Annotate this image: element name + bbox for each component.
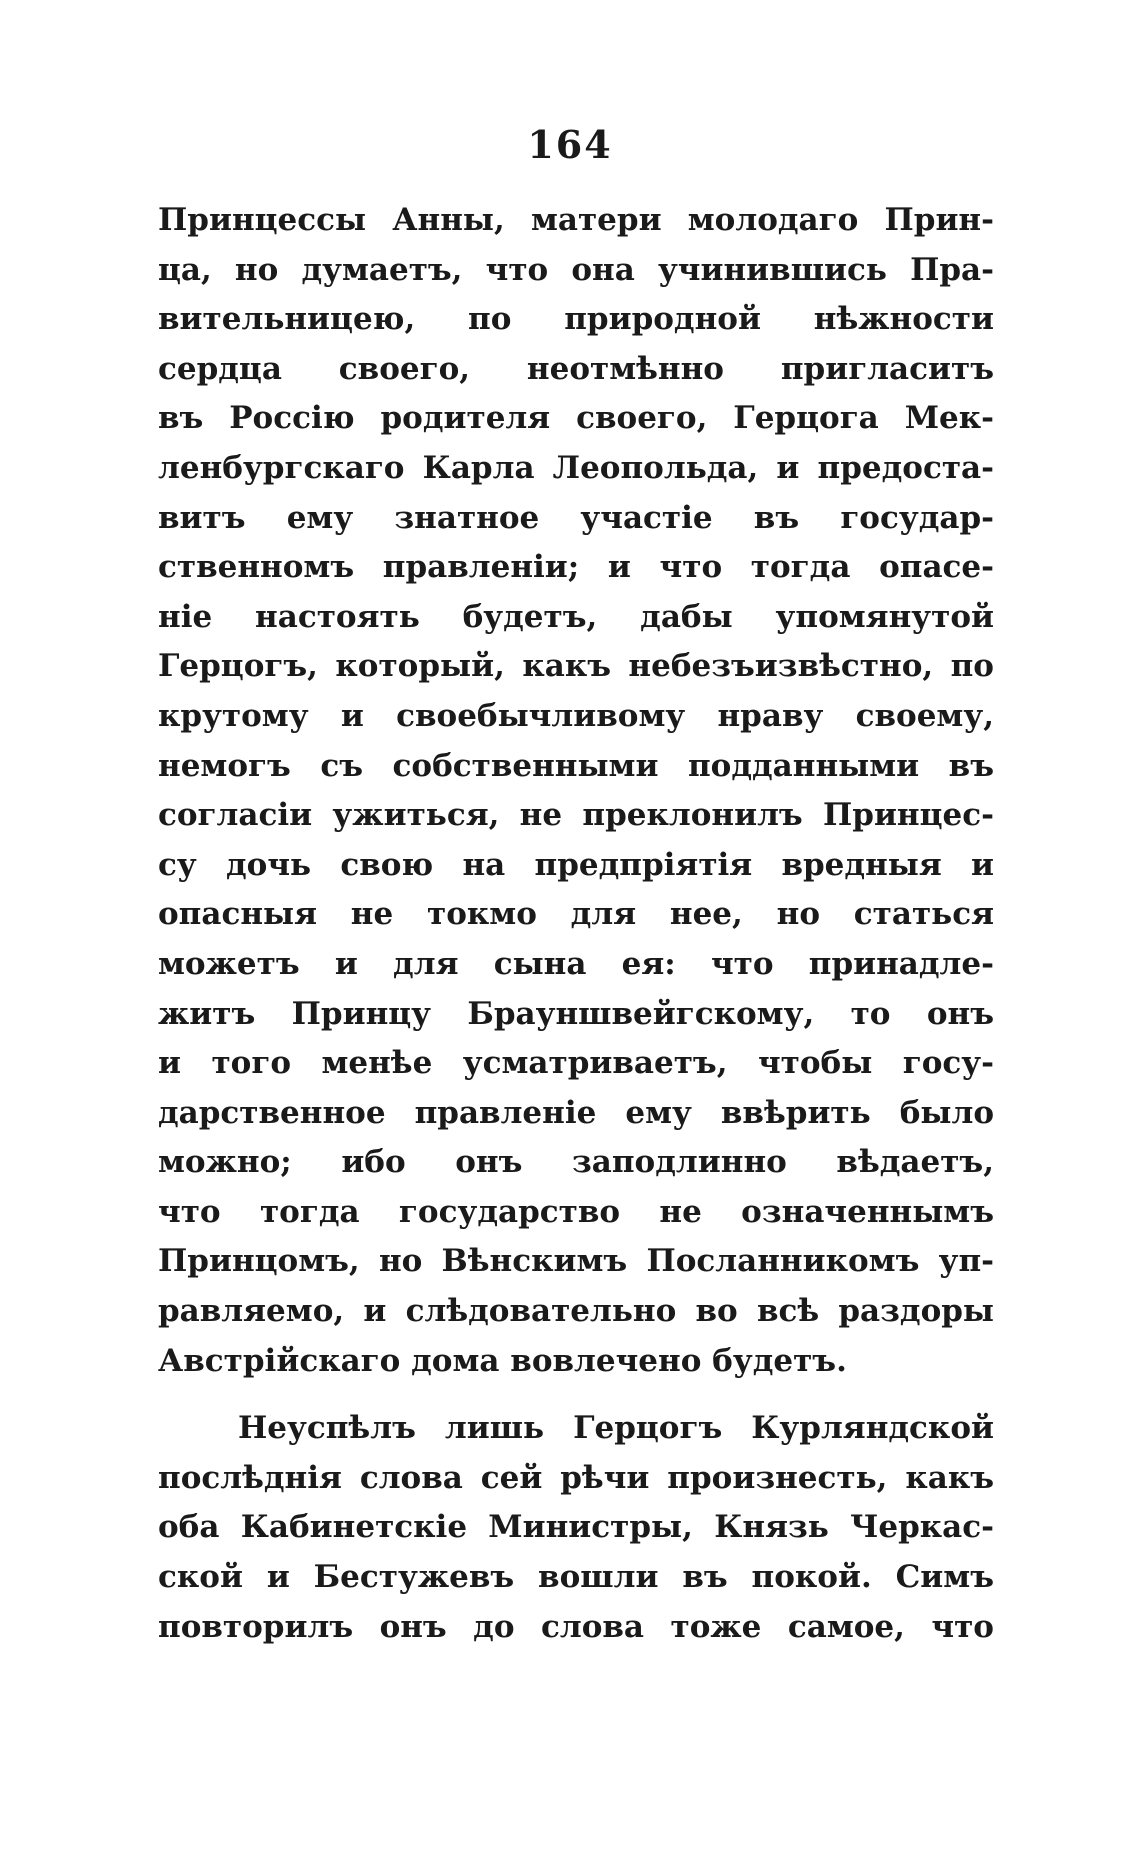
text-line: что тогда государство не означеннымъ [158,1193,994,1230]
text-line: су дочь свою на предпріятія вредныя и [158,846,994,883]
text-line: согласіи ужиться, не преклонилъ Принцес- [158,797,994,834]
text-line: послѣднія слова сей рѣчи произнесть, какъ [158,1459,994,1496]
text-line: опасныя не токмо для нее, но статься [158,896,994,933]
text-line: можетъ и для сына ея: что принадле- [158,945,994,982]
page-number: 164 [527,122,613,167]
text-line: сердца своего, неотмѣнно пригласитъ [158,350,994,387]
text-line: и того менѣе усматриваетъ, чтобы госу- [158,1045,994,1082]
text-line: Принцомъ, но Вѣнскимъ Посланникомъ уп- [158,1243,994,1280]
text-line: ніе настоять будетъ, дабы упомянутой [158,598,994,635]
text-line: крутому и своебычливому нраву своему, [158,697,994,734]
text-line: витъ ему знатное участіе въ государ- [158,499,994,536]
text-line: житъ Принцу Брауншвейгскому, то онъ [158,995,994,1032]
text-line: ца, но думаетъ, что она учинившись Пра- [158,251,994,288]
paragraph-1 [158,196,994,1386]
text-line: дарственное правленіе ему ввѣрить было [158,1094,994,1131]
text-line: оба Кабинетскіе Министры, Князь Черкас- [158,1509,994,1546]
text-line: повторилъ онъ до слова тоже самое, что [158,1608,994,1645]
text-line: Австрійскаго дома вовлечено будетъ. [158,1342,847,1379]
text-line: можно; ибо онъ заподлинно вѣдаетъ, [158,1144,994,1181]
page-text [158,196,994,1652]
text-line: ленбургскаго Карла Леопольда, и предоста- [158,449,994,486]
text-line: Принцессы Анны, матери молодаго Прин- [158,202,994,238]
text-line: въ Россію родителя своего, Герцога Мек- [158,400,994,437]
text-line: вительницею, по природной нѣжности [158,301,994,338]
text-line: равляемо, и слѣдовательно во всѣ раздоры [158,1293,994,1330]
text-line: немогъ съ собственными подданными въ [158,747,994,784]
text-line: ственномъ правленіи; и что тогда опасе- [158,549,994,586]
paragraph-2 [158,1404,994,1652]
text-line: Неуспѣлъ лишь Герцогъ Курляндской [238,1410,994,1447]
text-line: ской и Бестужевъ вошли въ покой. Симъ [158,1559,994,1596]
text-line: Герцогъ, который, какъ небезъизвѣстно, по [158,648,994,685]
